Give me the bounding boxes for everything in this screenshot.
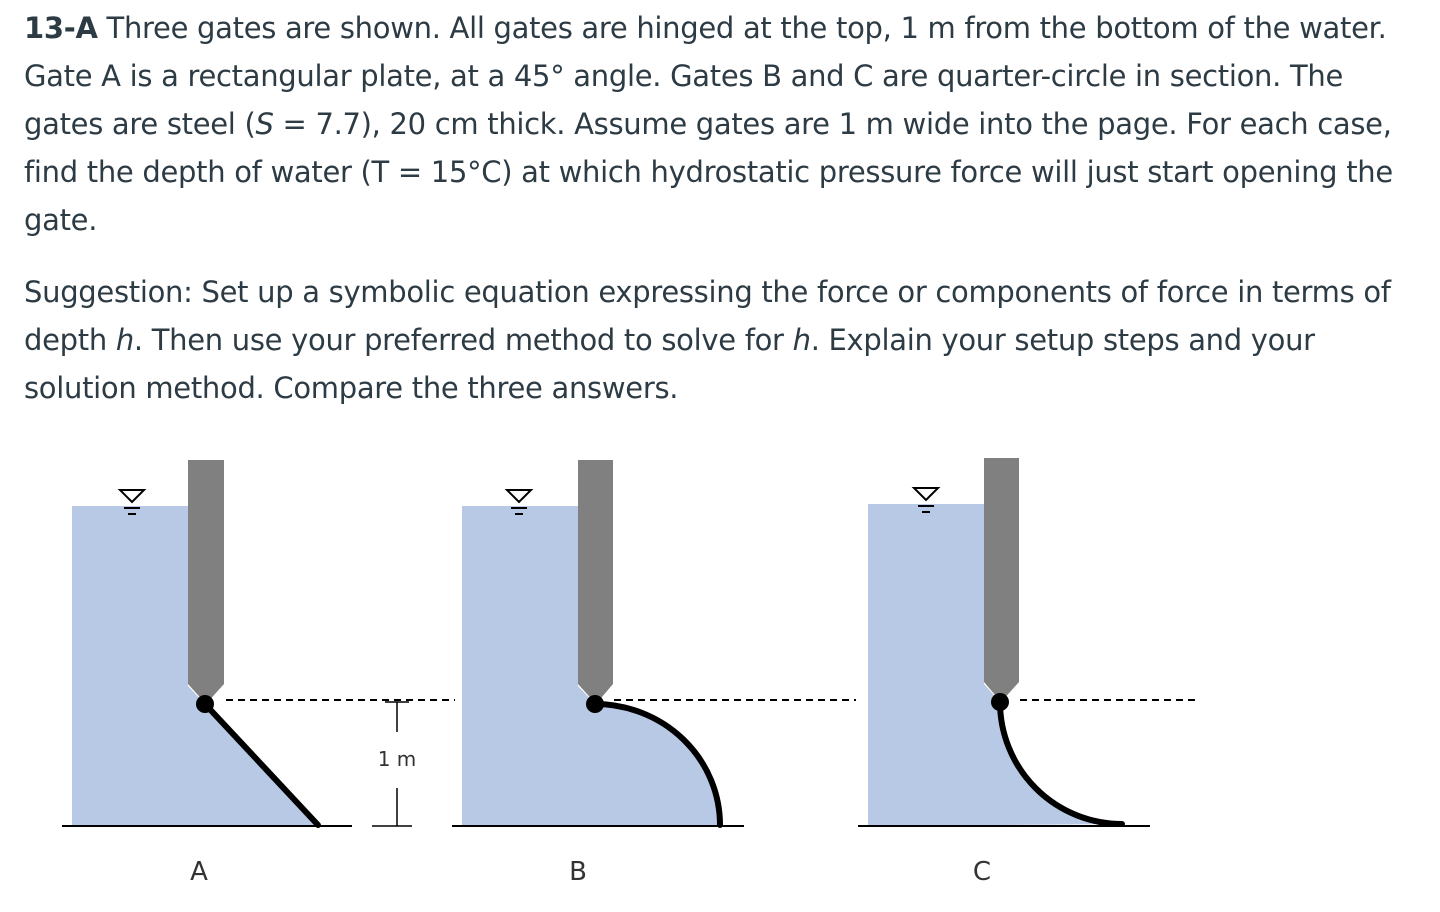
- gates-figure: [0, 440, 1440, 900]
- gate-b-water-under: [462, 704, 720, 826]
- gate-c-panel: [858, 458, 1196, 887]
- gate-b-label: B: [569, 857, 587, 887]
- problem-statement: [24, 4, 1424, 244]
- suggestion-text-2: . Then use your preferred method to solve for: [133, 323, 793, 357]
- gate-c-wall: [984, 458, 1019, 702]
- suggestion-text-3: . Explain your setup steps and your solution method. Compare the three answers.: [24, 323, 1315, 405]
- suggestion-text-1: Suggestion: Set up a symbolic equation expressing the force or components of force in terms of depth: [24, 275, 1391, 357]
- gate-b-hinge: [586, 695, 604, 713]
- gate-c-label: C: [972, 857, 992, 887]
- suggestion-symbol-h-1: h: [115, 323, 134, 357]
- gate-a-hinge: [196, 695, 214, 713]
- suggestion-text: [24, 268, 1424, 412]
- gate-b-wall: [578, 460, 613, 704]
- gate-c-hinge: [991, 693, 1009, 711]
- problem-id: 13-A: [24, 11, 98, 45]
- gate-b-panel: [452, 460, 856, 887]
- suggestion-symbol-h-2: h: [792, 323, 811, 357]
- gate-a-panel: [62, 460, 455, 887]
- statement-text-2: = 7.7), 20 cm thick. Assume gates are 1 m wide into the page. For each case, find the depth of water (T = 15°C) at which hydrostatic pressure force will just start opening the gate.: [24, 107, 1393, 237]
- one-meter-dimension: [372, 702, 416, 826]
- dimension-label: 1 m: [377, 747, 417, 771]
- gate-a-label: A: [190, 857, 208, 887]
- statement-symbol-s: S: [255, 107, 274, 141]
- statement-text-1: Three gates are shown. All gates are hinged at the top, 1 m from the bottom of the water. Gate A is a rectangular plate, at a 45° angle. Gates B and C are quarter-circle in section. The gates are steel (: [24, 11, 1387, 141]
- problem-text: [24, 4, 1424, 412]
- gate-a-wall: [188, 460, 224, 704]
